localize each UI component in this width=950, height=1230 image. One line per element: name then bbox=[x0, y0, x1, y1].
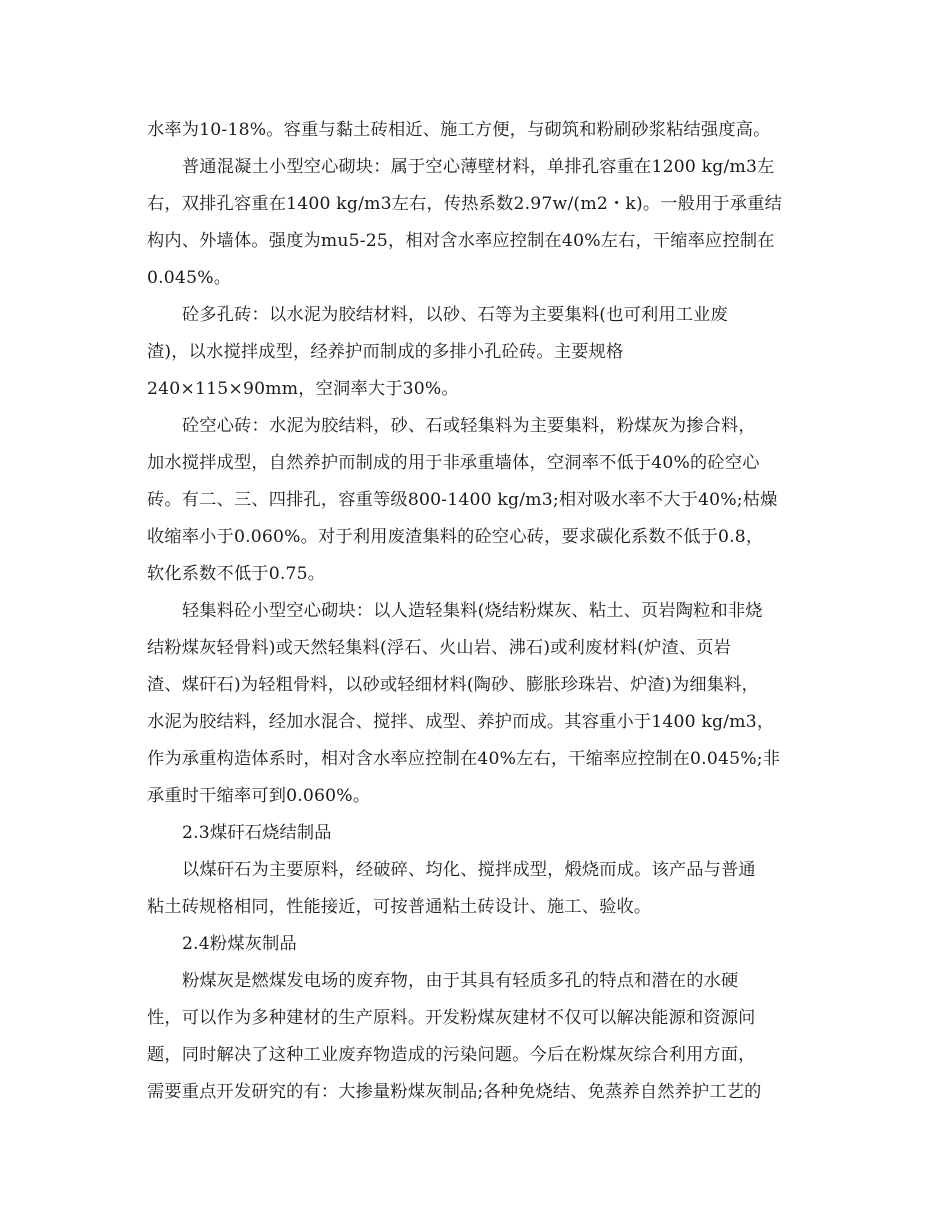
section-heading: 2.4粉煤灰制品 bbox=[182, 934, 297, 954]
text-line: 水率为10-18%。容重与黏土砖相近、施工方便，与砌筑和粉刷砂浆粘结强度高。 bbox=[147, 120, 771, 140]
text-line: 粉煤灰是燃煤发电场的废弃物，由于其具有轻质多孔的特点和潜在的水硬 bbox=[182, 971, 739, 991]
text-line: 加水搅拌成型，自然养护而制成的用于非承重墙体，空洞率不低于40%的砼空心 bbox=[147, 453, 760, 473]
text-line: 轻集料砼小型空心砌块：以人造轻集料(烧结粉煤灰、粘土、页岩陶粒和非烧 bbox=[182, 601, 763, 621]
text-line: 结粉煤灰轻骨料)或天然轻集料(浮石、火山岩、沸石)或利废材料(炉渣、页岩 bbox=[147, 638, 732, 658]
text-line: 性，可以作为多种建材的生产原料。开发粉煤灰建材不仅可以解决能源和资源问 bbox=[147, 1008, 756, 1028]
text-line: 渣)，以水搅拌成型，经养护而制成的多排小孔砼砖。主要规格 bbox=[147, 342, 624, 362]
text-line: 作为承重构造体系时，相对含水率应控制在40%左右，干缩率应控制在0.045%;非 bbox=[147, 749, 781, 769]
text-line: 砖。有二、三、四排孔，容重等级800-1400 kg/m3;相对吸水率不大于40%;枯燥 bbox=[147, 490, 778, 510]
text-line: 软化系数不低于0.75。 bbox=[147, 564, 326, 584]
text-line: 水泥为胶结料，经加水混合、搅拌、成型、养护而成。其容重小于1400 kg/m3， bbox=[147, 712, 775, 732]
text-line: 需要重点开发研究的有：大掺量粉煤灰制品;各种免烧结、免蒸养自然养护工艺的 bbox=[147, 1082, 762, 1102]
text-line: 题，同时解决了这种工业废弃物造成的污染问题。今后在粉煤灰综合利用方面， bbox=[147, 1045, 756, 1065]
text-line: 0.045%。 bbox=[147, 268, 232, 288]
text-line: 右，双排孔容重在1400 kg/m3左右，传热系数2.97w/(m2・k)。一般用于承重结 bbox=[147, 194, 782, 214]
text-line: 砼多孔砖：以水泥为胶结材料，以砂、石等为主要集料(也可利用工业废 bbox=[182, 305, 728, 325]
text-line: 渣、煤矸石)为轻粗骨料，以砂或轻细材料(陶砂、膨胀珍珠岩、炉渣)为细集料， bbox=[147, 675, 759, 695]
text-line: 承重时干缩率可到0.060%。 bbox=[147, 786, 371, 806]
text-line: 粘土砖规格相同，性能接近，可按普通粘土砖设计、施工、验收。 bbox=[147, 897, 652, 917]
text-line: 构内、外墙体。强度为mu5-25，相对含水率应控制在40%左右，干缩率应控制在 bbox=[147, 231, 775, 251]
text-line: 砼空心砖：水泥为胶结料，砂、石或轻集料为主要集料，粉煤灰为掺合料， bbox=[182, 416, 756, 436]
text-line: 以煤矸石为主要原料，经破碎、均化、搅拌成型，煅烧而成。该产品与普通 bbox=[182, 860, 756, 880]
text-line: 普通混凝土小型空心砌块：属于空心薄壁材料，单排孔容重在1200 kg/m3左 bbox=[182, 157, 775, 177]
section-heading: 2.3煤矸石烧结制品 bbox=[182, 823, 332, 843]
text-line: 收缩率小于0.060%。对于利用废渣集料的砼空心砖，要求碳化系数不低于0.8， bbox=[147, 527, 764, 547]
text-line: 240×115×90mm，空洞率大于30%。 bbox=[147, 379, 459, 399]
